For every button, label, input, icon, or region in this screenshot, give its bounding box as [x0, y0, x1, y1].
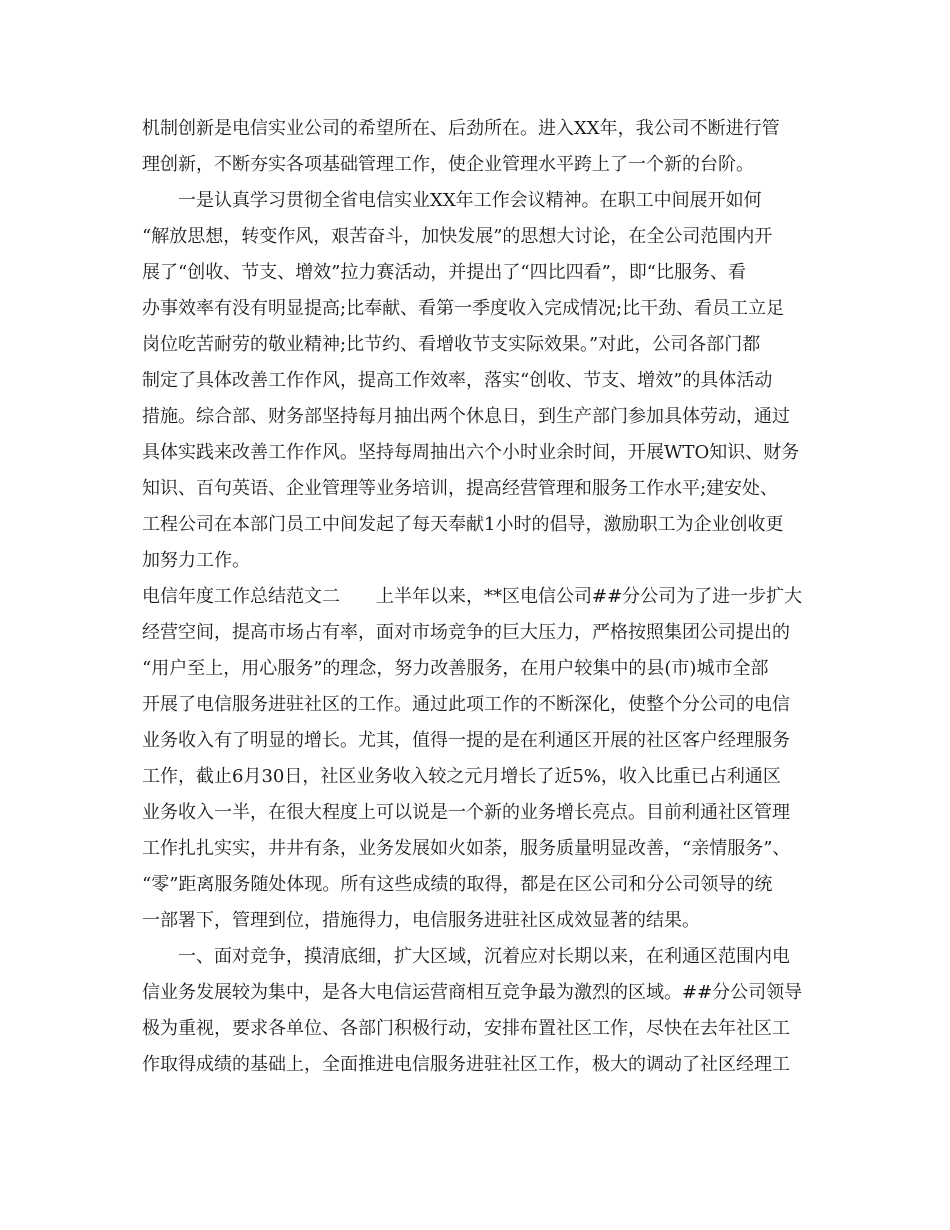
text-line: “解放思想，转变作风，艰苦奋斗，加快发展”的思想大讨论，在全公司范围内开	[142, 226, 773, 247]
text-line: 作取得成绩的基础上，全面推进电信服务进驻社区工作，极大的调动了社区经理工	[142, 1054, 790, 1075]
text-line: 工程公司在本部门员工中间发起了每天奉献1小时的倡导，激励职工为企业创收更	[142, 514, 784, 535]
text-line: “零”距离服务随处体现。所有这些成绩的取得，都是在区公司和分公司领导的统	[142, 874, 773, 895]
text-line: 加努力工作。	[142, 550, 250, 571]
text-line: 岗位吃苦耐劳的敬业精神;比节约、看增收节支实际效果。”对此，公司各部门都	[142, 334, 761, 355]
text-line: 一部署下，管理到位，措施得力，电信服务进驻社区成效显著的结果。	[142, 910, 700, 931]
text-line: 经营空间，提高市场占有率，面对市场竞争的巨大压力，严格按照集团公司提出的	[142, 622, 790, 643]
text-line: 开展了电信服务进驻社区的工作。通过此项工作的不断深化，使整个分公司的电信	[142, 694, 790, 715]
text-line: 知识、百句英语、企业管理等业务培训，提高经营管理和服务工作水平;建安处、	[142, 478, 779, 499]
text-line: 信业务发展较为集中，是各大电信运营商相互竞争最为激烈的区域。##分公司领导	[142, 982, 803, 1003]
text-line: 展了“创收、节支、增效”拉力赛活动，并提出了“四比四看”，即“比服务、看	[142, 262, 747, 283]
text-line: 一是认真学习贯彻全省电信实业XX年工作会议精神。在职工中间展开如何	[178, 190, 762, 211]
text-line: 工作扎扎实实，井井有条，业务发展如火如荼，服务质量明显改善，“亲情服务”、	[142, 838, 791, 859]
text-line: 理创新，不断夯实各项基础管理工作，使企业管理水平跨上了一个新的台阶。	[142, 154, 754, 175]
text-line: 具体实践来改善工作作风。坚持每周抽出六个小时业余时间，开展WTO知识、财务	[142, 442, 800, 463]
text-line: 业务收入一半，在很大程度上可以说是一个新的业务增长亮点。目前利通社区管理	[142, 802, 790, 823]
text-line: 极为重视，要求各单位、各部门积极行动，安排布置社区工作，尽快在去年社区工	[142, 1018, 790, 1039]
text-line: 电信年度工作总结范文二 上半年以来，**区电信公司##分公司为了进一步扩大	[142, 586, 803, 607]
text-line: 业务收入有了明显的增长。尤其，值得一提的是在利通区开展的社区客户经理服务	[142, 730, 790, 751]
text-line: 措施。综合部、财务部坚持每月抽出两个休息日，到生产部门参加具体劳动，通过	[142, 406, 790, 427]
text-line: 制定了具体改善工作作风，提高工作效率，落实“创收、节支、增效”的具体活动	[142, 370, 773, 391]
text-line: 工作，截止6月30日，社区业务收入较之元月增长了近5%，收入比重已占利通区	[142, 766, 781, 787]
text-line: 一、面对竞争，摸清底细，扩大区域，沉着应对长期以来，在利通区范围内电	[178, 946, 790, 967]
text-line: “用户至上，用心服务”的理念，努力改善服务，在用户较集中的县(市)城市全部	[142, 658, 769, 679]
text-line: 机制创新是电信实业公司的希望所在、后劲所在。进入XX年，我公司不断进行管	[142, 118, 780, 139]
text-line: 办事效率有没有明显提高;比奉献、看第一季度收入完成情况;比干劲、看员工立足	[142, 298, 785, 319]
